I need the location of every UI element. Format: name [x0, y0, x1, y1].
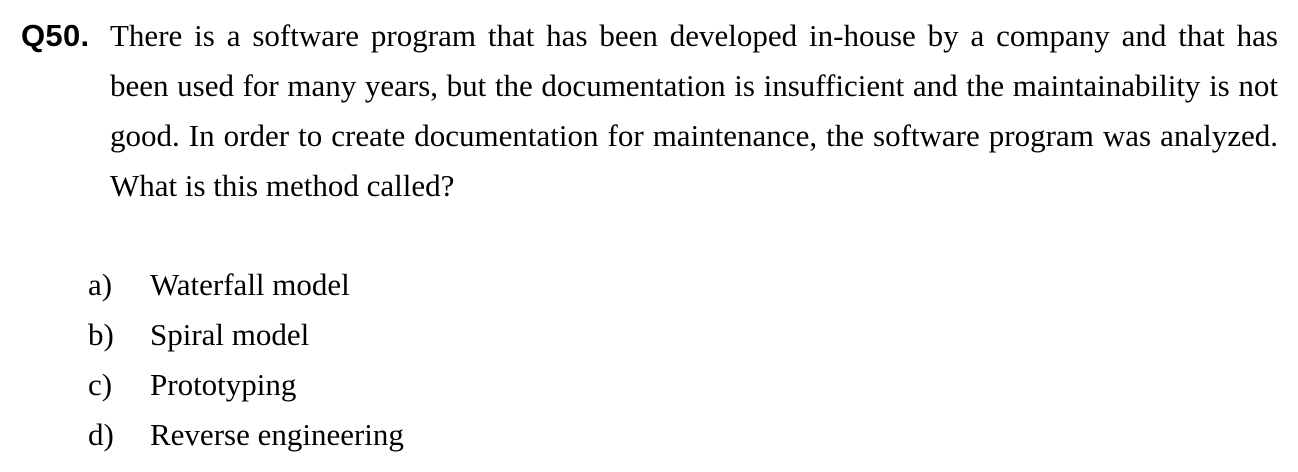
choice-a[interactable] [0, 260, 1298, 310]
choice-letter: c) [88, 367, 113, 402]
answer-choices [0, 260, 1298, 460]
choice-text: Spiral model [150, 317, 310, 352]
choice-text: Waterfall model [150, 267, 350, 302]
choice-text: Reverse engineering [150, 417, 404, 452]
question-text: There is a software program that has been developed in-house by a company and that has been used for many years, but the documentation is insufficient and the maintainability is not good. In order to create documentation for maintenance, the software program was analyzed. What is this method called? [110, 18, 1278, 203]
choice-c[interactable] [0, 360, 1298, 410]
choice-letter: a) [88, 267, 113, 302]
choice-text: Prototyping [150, 367, 297, 402]
choice-letter: d) [88, 417, 114, 452]
choice-b[interactable] [0, 310, 1298, 360]
choice-letter: b) [88, 317, 114, 352]
question-number: Q50. [21, 18, 90, 53]
choice-d[interactable] [0, 410, 1298, 460]
